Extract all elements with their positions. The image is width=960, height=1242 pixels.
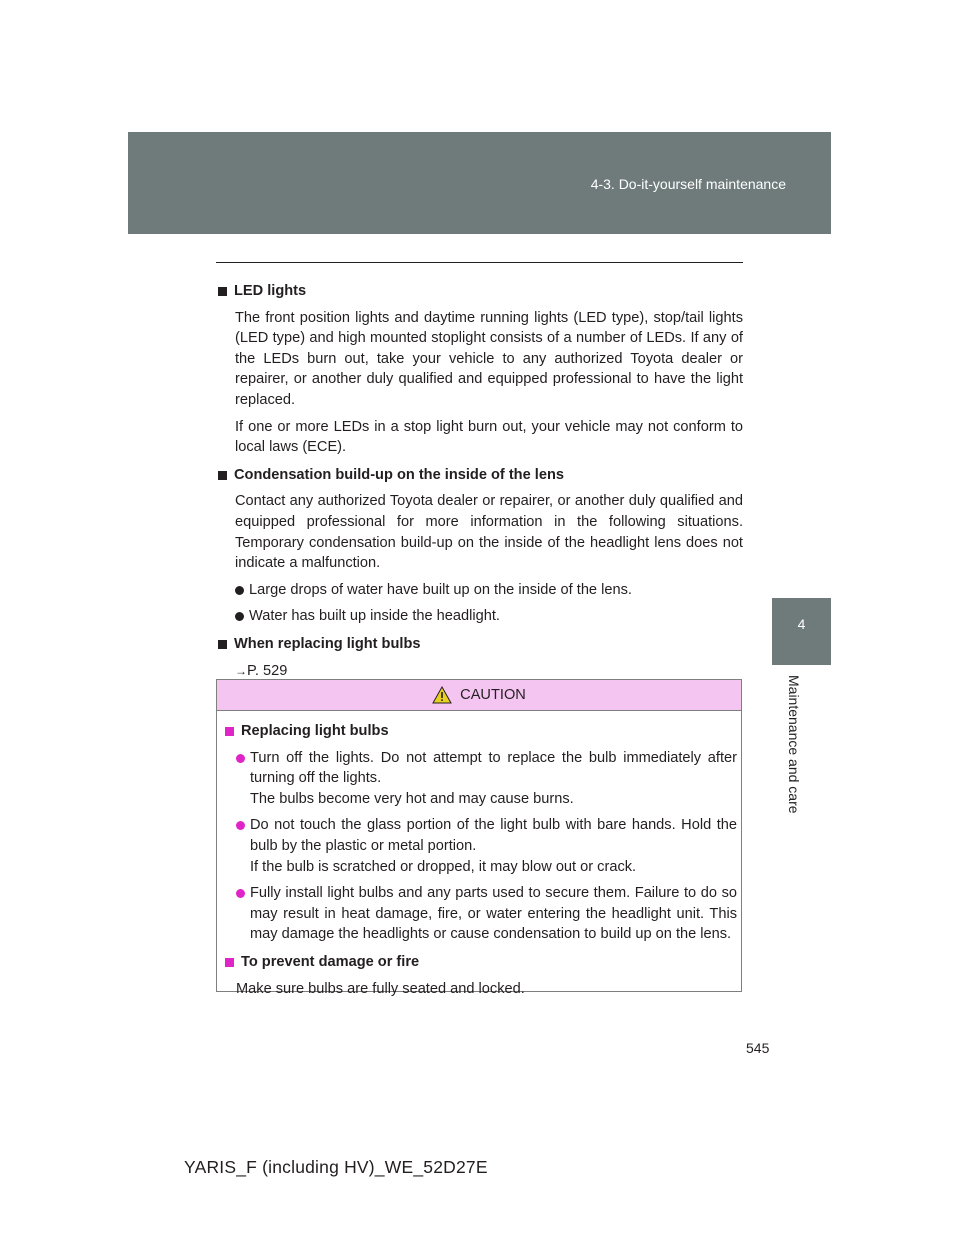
round-bullet-icon (235, 612, 244, 621)
list-item: Large drops of water have built up on the inside of the lens. (216, 580, 743, 601)
list-item: Do not touch the glass portion of the light bulb with bare hands. Hold the bulb by the plastic or metal portion. If the bulb is scratched or dropped, it may blow out or crack. (223, 815, 737, 877)
caution-heading: To prevent damage or fire (223, 952, 737, 973)
caution-body (217, 711, 741, 999)
paragraph: Make sure bulbs are fully seated and locked. (236, 980, 525, 997)
square-bullet-icon (218, 640, 227, 649)
section-heading-replacing: When replacing light bulbs (216, 634, 743, 655)
caution-box (216, 679, 742, 997)
paragraph: If one or more LEDs in a stop light burn out, your vehicle may not conform to local laws (ECE). (235, 418, 743, 456)
square-bullet-icon (225, 958, 234, 967)
list-item: Water has built up inside the headlight. (216, 606, 743, 627)
page-reference[interactable]: →P. 529 (235, 662, 288, 679)
square-bullet-icon (225, 727, 234, 736)
section-heading-condensation: Condensation build-up on the inside of the lens (216, 465, 743, 486)
caution-label: CAUTION (460, 687, 526, 703)
chapter-label: Maintenance and care (786, 675, 802, 814)
section-header: 4-3. Do-it-yourself maintenance (590, 176, 786, 192)
header-band (128, 132, 831, 234)
paragraph: The front position lights and daytime running lights (LED type), stop/tail lights (LED type) and high mounted stoplight consists of a number of LEDs. If any of the LEDs burn out, take your vehicle to any authorized Toyota dealer or repairer, or another duly qualified and equipped professional to have the light replaced. (235, 309, 743, 408)
round-bullet-icon (236, 821, 245, 830)
list-item: Turn off the lights. Do not attempt to replace the bulb immediately after turning off the lights. The bulbs become very hot and may cause burns. (223, 748, 737, 810)
paragraph: Contact any authorized Toyota dealer or repairer, or another duly qualified and equipped professional for more information in the following situations. Temporary condensation build-up on the inside of the headlight lens does not indicate a malfunction. (235, 493, 743, 572)
caution-header (217, 680, 741, 711)
warning-triangle-icon (432, 686, 452, 704)
section-heading-led: LED lights (216, 281, 743, 302)
divider (216, 262, 743, 263)
list-item: Fully install light bulbs and any parts used to secure them. Failure to do so may result in heat damage, fire, or water entering the headlight unit. This may damage the headlights or cause condensation to build up on the lens. (223, 883, 737, 945)
page-number: 545 (746, 1040, 770, 1056)
round-bullet-icon (236, 754, 245, 763)
square-bullet-icon (218, 471, 227, 480)
chapter-number: 4 (797, 616, 806, 632)
round-bullet-icon (235, 586, 244, 595)
caution-heading: Replacing light bulbs (223, 721, 737, 742)
document-code: YARIS_F (including HV)_WE_52D27E (184, 1157, 488, 1177)
chapter-tab (772, 598, 831, 665)
main-content (216, 281, 743, 681)
square-bullet-icon (218, 287, 227, 296)
round-bullet-icon (236, 889, 245, 898)
arrow-right-icon: → (235, 663, 247, 678)
